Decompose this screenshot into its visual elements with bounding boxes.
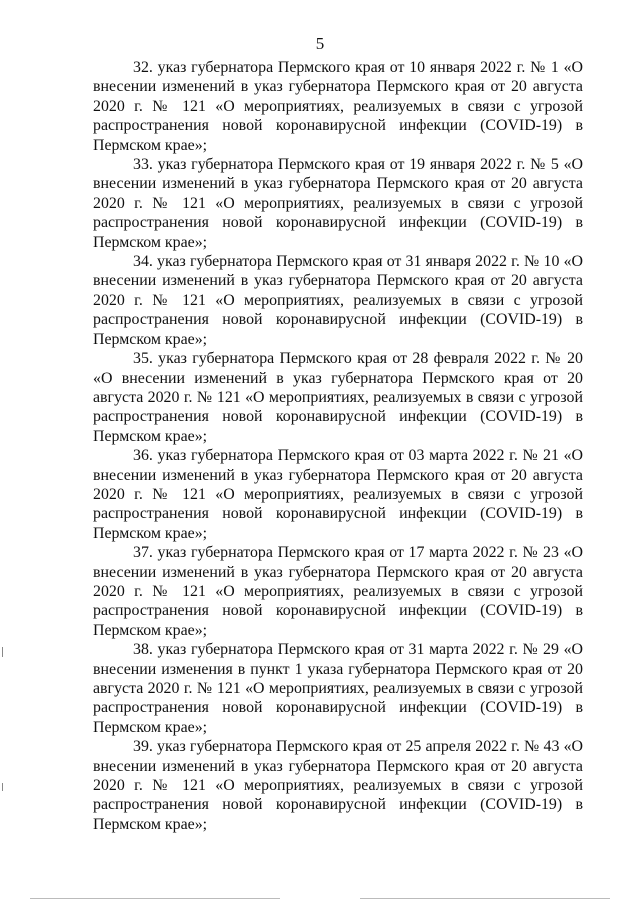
list-item: 32. указ губернатора Пермского края от 10 января 2022 г. № 1 «О внесении изменений в указ губернатора Пермского края от 20 августа 2020 г. № 121 «О мероприятиях, реализуемых в связи с угрозой распространения новой коронавирусной инфекции (COVID-19) в Пермском крае»;: [93, 59, 583, 154]
document-body: [93, 58, 583, 834]
list-item: 34. указ губернатора Пермского края от 31 января 2022 г. № 10 «О внесении изменений в указ губернатора Пермского края от 20 августа 2020 г. № 121 «О мероприятиях, реализуемых в связи с угрозой распространения новой коронавирусной инфекции (COVID-19) в Пермском крае»;: [93, 253, 583, 348]
scan-edge-mark: [2, 783, 3, 791]
scan-bottom-line: [360, 898, 610, 899]
list-item: 38. указ губернатора Пермского края от 31 марта 2022 г. № 29 «О внесении изменения в пункт 1 указа губернатора Пермского края от 20 августа 2020 г. № 121 «О мероприятиях, реализуемых в связи с угрозой распространения новой коронавирусной инфекции (COVID-19) в Пермском крае»;: [93, 641, 583, 736]
list-item: 36. указ губернатора Пермского края от 03 марта 2022 г. № 21 «О внесении изменений в указ губернатора Пермского края от 20 августа 2020 г. № 121 «О мероприятиях, реализуемых в связи с угрозой распространения новой коронавирусной инфекции (COVID-19) в Пермском крае»;: [93, 447, 583, 542]
list-item: 33. указ губернатора Пермского края от 19 января 2022 г. № 5 «О внесении изменений в указ губернатора Пермского края от 20 августа 2020 г. № 121 «О мероприятиях, реализуемых в связи с угрозой распространения новой коронавирусной инфекции (COVID-19) в Пермском крае»;: [93, 156, 583, 251]
list-item: 35. указ губернатора Пермского края от 28 февраля 2022 г. № 20 «О внесении изменений в указ губернатора Пермского края от 20 августа 2020 г. № 121 «О мероприятиях, реализуемых в связи с угрозой распространения новой коронавирусной инфекции (COVID-19) в Пермском крае»;: [93, 350, 583, 445]
scan-edge-mark: [2, 647, 3, 657]
scan-bottom-line: [30, 898, 280, 899]
list-item: 37. указ губернатора Пермского края от 17 марта 2022 г. № 23 «О внесении изменений в указ губернатора Пермского края от 20 августа 2020 г. № 121 «О мероприятиях, реализуемых в связи с угрозой распространения новой коронавирусной инфекции (COVID-19) в Пермском крае»;: [93, 544, 583, 639]
page-number: 5: [315, 34, 325, 53]
list-item: 39. указ губернатора Пермского края от 25 апреля 2022 г. № 43 «О внесении изменений в указ губернатора Пермского края от 20 августа 2020 г. № 121 «О мероприятиях, реализуемых в связи с угрозой распространения новой коронавирусной инфекции (COVID-19) в Пермском крае»;: [93, 738, 583, 833]
